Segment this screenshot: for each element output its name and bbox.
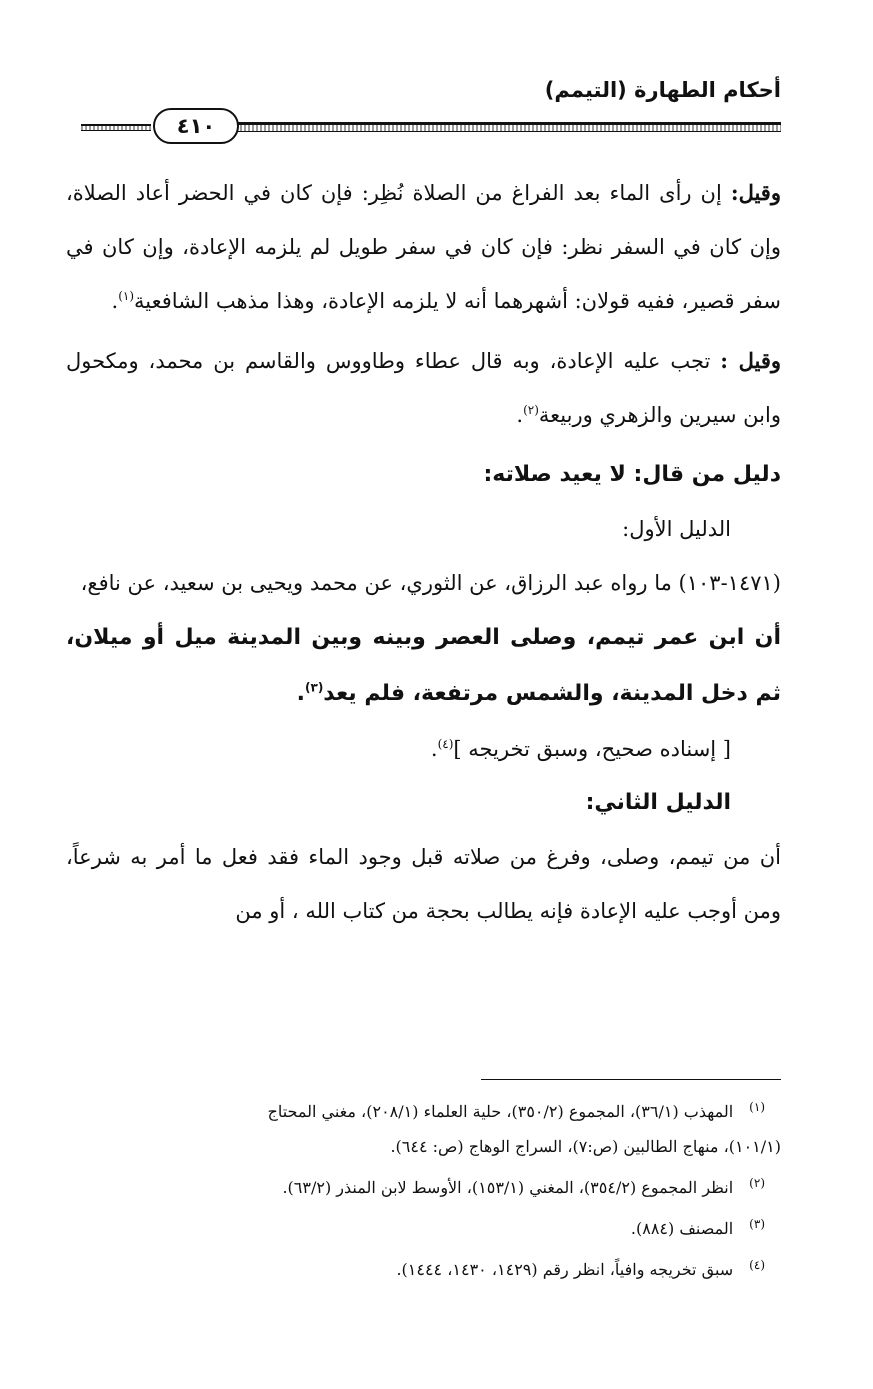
footnote-1	[51, 1094, 781, 1164]
evidence-1-label: الدليل الأول:	[622, 517, 731, 541]
grading-text: [ إسناده صحيح، وسبق تخريجه ]	[453, 737, 731, 761]
footnote-number: (١)	[749, 1099, 765, 1114]
footnote-text: سبق تخريجه وافياً، انظر رقم (١٤٢٩، ١٤٣٠، ١٤٤٤).	[396, 1260, 734, 1279]
evidence-2-label: الدليل الثاني:	[585, 790, 731, 815]
paragraph-lead: وقيل :	[720, 348, 781, 373]
quote-text: أن ابن عمر تيمم، وصلى العصر وبينه وبين المدينة ميل أو ميلان، ثم دخل المدينة، والشمس مرتفعة، فلم يعد	[66, 625, 781, 706]
footnote-text: المهذب (٣٦/١)، المجموع (٣٥٠/٢)، حلية العلماء (٢٠٨/١)، مغني المحتاج	[267, 1102, 734, 1121]
paragraph-text: إن رأى الماء بعد الفراغ من الصلاة نُظِر: فإن كان في الحضر أعاد الصلاة، وإن كان في السفر نظر: فإن كان في سفر طويل لم يلزمه الإعادة، وإن كان في سفر قصير، ففيه قولان: أشهرهما أنه لا يلزمه الإعادة، وهذا مذهب الشافعية	[66, 181, 781, 313]
footnote-separator	[481, 1079, 781, 1080]
footnote-text: المصنف (٨٨٤).	[630, 1219, 734, 1238]
footnote-3	[51, 1211, 781, 1246]
narration-paragraph: (١٤٧١-١٠٣) ما رواه عبد الرزاق، عن الثوري، عن محمد ويحيى بن سعيد، عن نافع،	[80, 571, 781, 595]
footnote-ref: (١)	[118, 289, 135, 303]
footnote-4	[51, 1252, 781, 1287]
running-title: أحكام الطهارة (التيمم)	[544, 78, 781, 102]
header-rule	[236, 122, 781, 132]
main-text	[66, 166, 781, 938]
header-rule-left	[81, 124, 151, 131]
section-heading: دليل من قال: لا يعيد صلاته:	[483, 462, 781, 487]
footnote-number: (٣)	[749, 1216, 765, 1231]
footnote-number: (٢)	[749, 1175, 765, 1190]
hadith-quote	[66, 610, 781, 722]
paragraph-opinion-1	[66, 166, 781, 328]
paragraph-text: تجب عليه الإعادة، وبه قال عطاء وطاووس والقاسم بن محمد، ومكحول وابن سيرين والزهري وربيعة	[66, 349, 781, 427]
paragraph-end: .	[516, 403, 524, 427]
footnote-ref: (٤)	[437, 737, 454, 751]
footnote-ref: (٣)	[305, 680, 324, 695]
grading-note	[66, 722, 781, 776]
paragraph-end: .	[111, 289, 119, 313]
page-number: ٤١٠	[153, 108, 239, 144]
footnote-number: (٤)	[749, 1257, 765, 1272]
footnote-ref: (٢)	[523, 403, 539, 417]
paragraph-lead: وقيل:	[730, 180, 781, 205]
footnotes	[51, 1094, 781, 1293]
paragraph-opinion-2	[66, 334, 781, 442]
evidence-2-paragraph: أن من تيمم، وصلى، وفرغ من صلاته قبل وجود الماء فقد فعل ما أمر به شرعاً، ومن أوجب عليه الإعادة فإنه يطالب بحجة من كتاب الله ، أو من	[66, 845, 781, 923]
quote-end: .	[296, 681, 305, 706]
page-header	[81, 78, 781, 148]
footnote-text: انظر المجموع (٣٥٤/٢)، المغني (١٥٣/١)، الأوسط لابن المنذر (٦٣/٢).	[282, 1178, 734, 1197]
grading-end: .	[430, 737, 438, 761]
footnote-continuation: (١٠١/١)، منهاج الطالبين (ص:٧)، السراج الوهاج (ص: ٦٤٤).	[390, 1137, 781, 1156]
footnote-2	[51, 1170, 781, 1205]
